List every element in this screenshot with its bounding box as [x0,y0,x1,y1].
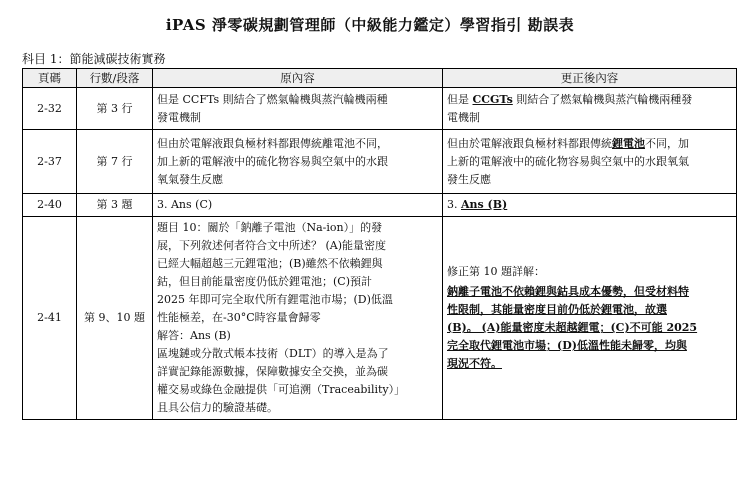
corrected-text: 但由於電解液跟負極材料都跟傳統 [447,136,612,150]
original-cell [153,130,443,194]
corrected-line: 上新的電解液中的硫化物容易與空氣中的水跟氧氣 [447,154,689,168]
original-line: 性能極差，在-30°C時容量會歸零 [157,311,321,324]
corrected-intro: 修正第 10 題詳解： [447,265,545,278]
header-original: 原內容 [153,69,443,88]
page-cell: 2-37 [23,130,77,194]
corrected-highlight: 鋰電池 [612,136,645,150]
original-line: 鈷，但目前能量密度仍低於鋰電池；(C)預計 [157,275,372,288]
line-cell: 第 9、10 題 [77,217,153,420]
corrected-line: 鈉離子電池不依賴鋰與鈷具成本優勢，但受材料特 [447,285,689,298]
corrected-highlight: CCGTs [472,92,513,106]
corrected-text: 不同，加 [645,136,689,150]
original-line: 已經大幅超越三元鋰電池；(B)雖然不依賴鋰與 [157,257,383,270]
corrected-line: 完全取代鋰電池市場；(D)低溫性能未歸零，均與 [447,339,687,352]
original-line: 3. Ans (C) [157,198,213,211]
corrected-line: 發生反應 [447,172,491,186]
corrected-line: 電機制 [447,110,480,124]
original-cell [153,88,443,130]
original-line: 展，下列敘述何者符合文中所述？ (A)能量密度 [157,239,387,252]
page-cell: 2-40 [23,194,77,217]
header-page: 頁碼 [23,69,77,88]
original-line: 解答：Ans (B) [157,329,231,342]
line-cell: 第 3 行 [77,88,153,130]
original-line: 2025 年即可完全取代所有鋰電池市場；(D)低溫 [157,293,393,306]
table-row [23,130,737,194]
corrected-cell [443,130,737,194]
corrected-cell [443,217,737,420]
original-line: 區塊鏈或分散式帳本技術（DLT）的導入是為了 [157,347,389,360]
table-row [23,217,737,420]
corrected-line [447,196,732,214]
original-line: 題目 10：關於「鈉離子電池（Na-ion）」的發 [157,221,383,234]
table-row [23,194,737,217]
line-cell: 第 7 行 [77,130,153,194]
original-line: 詳實記錄能源數據，保障數據安全交換，並為碳 [157,365,388,378]
corrected-highlight: Ans (B) [461,198,508,211]
page-cell: 2-32 [23,88,77,130]
header-line: 行數/段落 [77,69,153,88]
corrected-cell [443,194,737,217]
corrected-line: 現況不符。 [447,357,502,370]
document-title: iPAS 淨零碳規劃管理師（中級能力鑑定）學習指引 勘誤表 [165,16,575,34]
subject-label: 科目 1：節能減碳技術實務 [22,52,166,66]
original-line: 且具公信力的驗證基礎。 [157,401,278,414]
original-line: 權交易或綠色金融提供「可追溯（Traceability）」 [157,383,406,396]
original-cell [153,194,443,217]
original-line: 發電機制 [157,110,201,124]
table-row [23,88,737,130]
original-line: 加上新的電解液中的硫化物容易與空氣中的水跟 [157,154,388,168]
corrected-line: 性限制，其能量密度目前仍低於鋰電池，故選 [447,303,667,316]
corrected-line [447,91,732,109]
corrected-text: 則結合了燃氣輪機與蒸汽輪機兩種發 [512,92,693,106]
corrected-cell [443,88,737,130]
page-cell: 2-41 [23,217,77,420]
corrected-text: 3. [447,198,461,211]
original-line: 但由於電解液跟負極材料都跟傳統離電池不同， [157,136,388,150]
original-cell [153,217,443,420]
line-cell: 第 3 題 [77,194,153,217]
corrected-text: 但是 [447,92,473,106]
corrected-line: (B)。 (A)能量密度未超越鋰電；(C)不可能 2025 [447,321,698,334]
corrected-line [447,135,732,153]
errata-table [22,68,737,420]
original-line: 但是 CCFTs 則結合了燃氣輪機與蒸汽輪機兩種 [157,92,388,106]
table-header-row [23,69,737,88]
original-line: 氧氣發生反應 [157,172,223,186]
header-corrected: 更正後內容 [443,69,737,88]
